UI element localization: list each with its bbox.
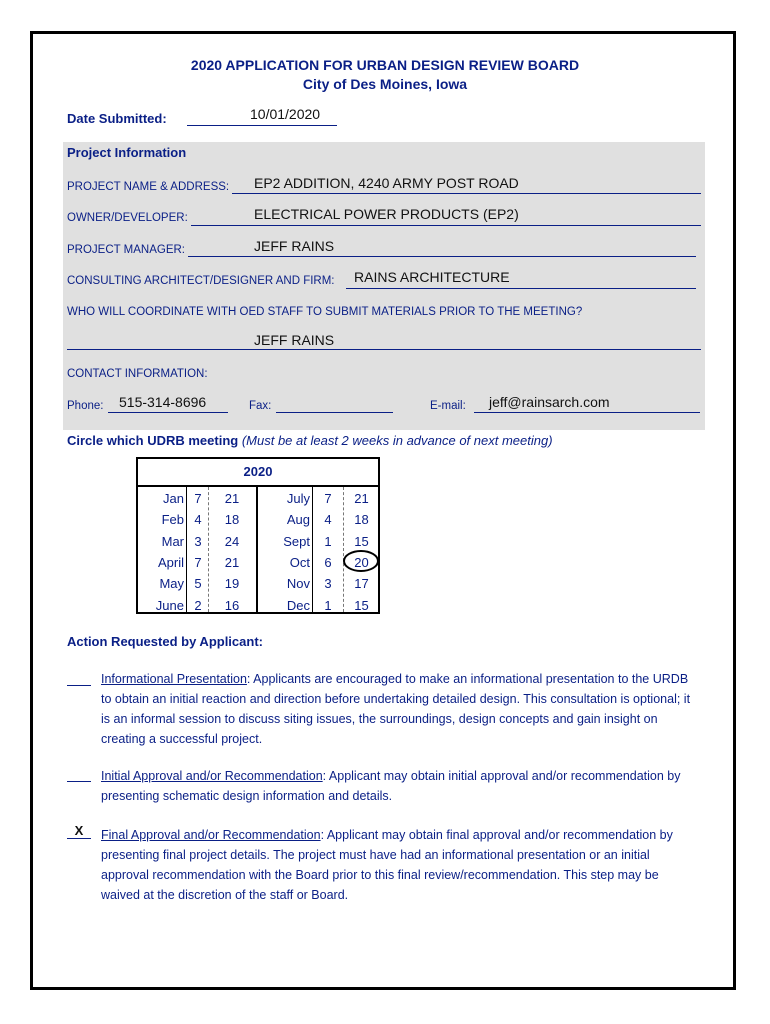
calendar-month: Jan [163,491,184,506]
project-name-field[interactable]: EP2 ADDITION, 4240 ARMY POST ROAD [254,175,519,191]
calendar-day[interactable]: 18 [224,512,240,528]
calendar-month: May [159,576,184,592]
manager-field[interactable]: JEFF RAINS [254,238,335,254]
action-item-2-text: : Applicant may obtain initial approval and/or recommendation by presenting schematic design information and details. [101,769,681,803]
calendar-day[interactable]: 4 [194,512,202,528]
date-field[interactable]: 10/01/2020 [250,106,321,122]
action-item-1-title: Informational Presentation [101,672,247,686]
calendar-row [138,488,378,509]
calendar-day[interactable]: 17 [354,576,369,592]
form-subtitle: City of Des Moines, Iowa [302,76,468,92]
calendar-day[interactable]: 3 [324,576,332,592]
calendar-day[interactable]: 21 [224,554,240,570]
calendar-day[interactable]: 15 [354,597,369,613]
calendar-day[interactable]: 1 [324,597,332,613]
meeting-calendar [136,457,380,614]
project-info-heading: Project Information [67,145,187,160]
action-item-2-title: Initial Approval and/or Recommendation [101,769,323,783]
calendar-month: Sept [283,533,310,549]
calendar-day[interactable]: 1 [324,533,332,549]
calendar-day[interactable]: 19 [224,576,240,592]
meeting-heading-text: Circle which UDRB meeting [67,433,239,448]
action-check-3[interactable] [67,823,91,838]
fax-label: Fax: [249,400,272,412]
calendar-day[interactable]: 3 [194,533,202,549]
email-field[interactable]: jeff@rainsarch.com [489,394,610,410]
action-check-3-mark: X [74,823,84,838]
architect-label: CONSULTING ARCHITECT/DESIGNER AND FIRM: [67,275,335,287]
meeting-note: (Must be at least 2 weeks in advance of next meeting) [241,433,553,448]
calendar-row [138,595,378,616]
selected-meeting-circle [342,549,382,573]
calendar-day[interactable]: 6 [324,554,332,570]
coordinate-field[interactable]: JEFF RAINS [254,332,335,348]
phone-field[interactable]: 515-314-8696 [119,394,207,410]
calendar-day[interactable]: 5 [194,576,202,592]
email-label: E-mail: [430,400,466,412]
action-item-3 [101,825,701,905]
calendar-day[interactable]: 20 [354,554,369,570]
architect-field[interactable]: RAINS ARCHITECTURE [354,269,510,285]
project-name-label: PROJECT NAME & ADDRESS: [67,181,230,193]
manager-label: PROJECT MANAGER: [67,244,185,256]
calendar-day[interactable]: 4 [324,512,332,528]
phone-label: Phone: [67,400,104,412]
calendar-day[interactable]: 15 [354,533,369,549]
coordinate-label: WHO WILL COORDINATE WITH OED STAFF TO SUBMIT MATERIALS PRIOR TO THE MEETING? [67,306,583,318]
calendar-day[interactable]: 16 [224,597,240,613]
calendar-year: 2020 [138,459,378,487]
calendar-day[interactable]: 21 [354,491,369,506]
calendar-row [138,573,378,594]
calendar-month: Oct [289,554,310,570]
action-item-3-title: Final Approval and/or Recommendation [101,828,321,842]
calendar-day[interactable]: 7 [194,491,202,506]
fax-field[interactable] [276,394,393,412]
date-label: Date Submitted: [67,111,167,126]
calendar-day[interactable]: 2 [194,597,202,613]
calendar-month: Feb [161,512,184,528]
calendar-month: Aug [286,512,310,528]
calendar-day[interactable]: 18 [354,512,369,528]
calendar-day[interactable]: 7 [324,491,332,506]
calendar-month: Dec [286,597,310,613]
calendar-month: June [155,597,184,613]
calendar-day[interactable]: 24 [224,533,240,549]
action-item-1 [101,669,701,749]
calendar-row [138,509,378,530]
action-item-3-text: : Applicant may obtain final approval and/or recommendation by presenting final project details. The project must have had an informational presentation or an initial approval recommendation with the Board prior to this final review/recommendation. This step may be waived at the discretion of the staff or Board. [101,828,673,902]
action-heading: Action Requested by Applicant: [67,634,263,649]
calendar-month: April [157,554,184,570]
calendar-month: Nov [286,576,310,592]
meeting-heading [67,433,553,448]
action-item-2 [101,766,701,806]
owner-label: OWNER/DEVELOPER: [67,212,188,224]
form-title: 2020 APPLICATION FOR URBAN DESIGN REVIEW BOARD [190,57,580,73]
calendar-month: Mar [161,533,184,549]
calendar-day[interactable]: 21 [224,491,240,506]
action-item-1-text: : Applicants are encouraged to make an informational presentation to the URDB to obtain an initial reaction and direction before undertaking detailed design. This consultation is optional; it is an informal session to discuss siting issues, the surroundings, design concepts and gain insight on creating a successful project. [101,672,691,746]
calendar-month: July [286,491,310,506]
contact-label: CONTACT INFORMATION: [67,368,208,380]
owner-field[interactable]: ELECTRICAL POWER PRODUCTS (EP2) [254,206,519,222]
calendar-day[interactable]: 7 [194,554,202,570]
